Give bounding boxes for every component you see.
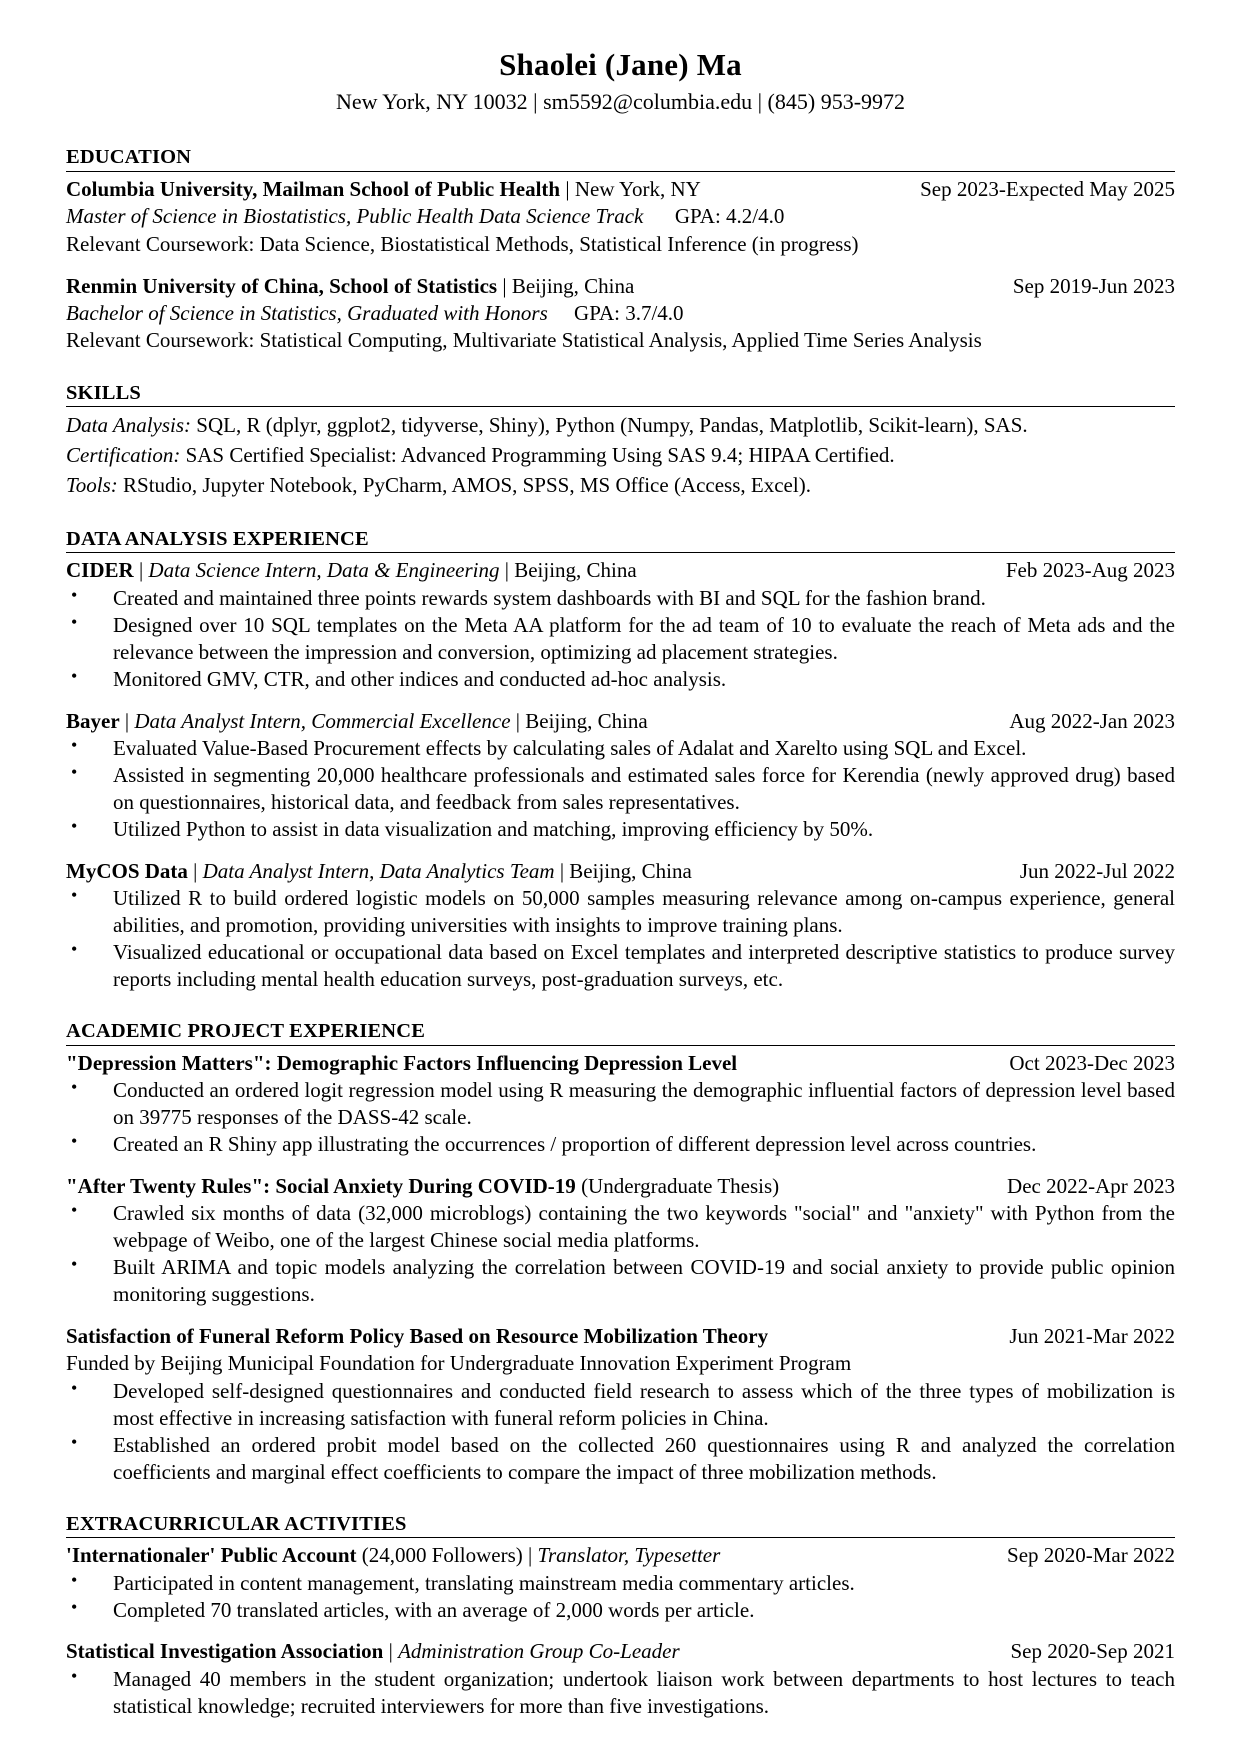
bullet-item: • Visualized educational or occupational data based on Excel templates and interpreted descriptive statistics to produce survey reports including mental health education surveys, post-graduation surveys, etc. <box>66 939 1175 993</box>
project-entry-header <box>66 1323 1175 1350</box>
bullet-item: • Utilized R to build ordered logistic models on 50,000 samples measuring relevance among on-campus experience, general abilities, and promotion, providing universities with insights to improve training plans. <box>66 885 1175 939</box>
project-date: Dec 2022-Apr 2023 <box>1007 1173 1175 1198</box>
skill-line <box>66 471 1175 501</box>
project-title: "Depression Matters": Demographic Factors Influencing Depression Level <box>66 1050 738 1075</box>
section-heading-education: EDUCATION <box>66 145 1175 172</box>
project-bullet-list <box>66 1378 1175 1486</box>
section-skills <box>66 381 1175 501</box>
education-date: Sep 2023-Expected May 2025 <box>920 176 1175 201</box>
skill-label: Tools: <box>66 472 118 497</box>
skill-value: SAS Certified Specialist: Advanced Programming Using SAS 9.4; HIPAA Certified. <box>180 443 895 468</box>
section-projects <box>66 1019 1175 1486</box>
experience-entry <box>66 858 1175 993</box>
company-name: MyCOS Data <box>66 858 188 883</box>
school-name: Renmin University of China, School of Statistics <box>66 273 498 298</box>
role-title: Translator, Typesetter <box>537 1543 721 1568</box>
separator: | <box>560 176 575 201</box>
follower-count: (24,000 Followers) <box>356 1543 523 1568</box>
project-entry-title <box>66 1050 997 1077</box>
extracurricular-bullet-list <box>66 1570 1175 1624</box>
education-entry-title <box>66 273 1001 300</box>
section-experience <box>66 527 1175 993</box>
extracurricular-entry-title <box>66 1638 999 1665</box>
school-location: Beijing, China <box>511 273 635 298</box>
bullet-item: • Evaluated Value-Based Procurement effects by calculating sales of Adalat and Xarelto using SQL and Excel. <box>66 735 1175 762</box>
education-entry-header <box>66 273 1175 300</box>
bullet-item: • Participated in content management, translating mainstream media commentary articles. <box>66 1570 1175 1597</box>
job-location: Beijing, China <box>514 558 637 583</box>
project-bullet-list <box>66 1200 1175 1308</box>
job-location: Beijing, China <box>569 858 692 883</box>
education-entry-title <box>66 176 908 203</box>
experience-date: Jun 2022-Jul 2022 <box>1019 858 1175 883</box>
extracurricular-bullet-list <box>66 1666 1175 1720</box>
role-title: Administration Group Co-Leader <box>398 1639 680 1664</box>
bullet-item: • Created an R Shiny app illustrating the occurrences / proportion of different depression level across countries. <box>66 1131 1175 1158</box>
experience-entry <box>66 557 1175 692</box>
company-name: CIDER <box>66 558 134 583</box>
project-entry <box>66 1173 1175 1308</box>
bullet-item: • Created and maintained three points rewards system dashboards with BI and SQL for the fashion brand. <box>66 585 1175 612</box>
experience-entry <box>66 708 1175 843</box>
project-date: Jun 2021-Mar 2022 <box>1009 1324 1175 1349</box>
coursework-line: Relevant Coursework: Data Science, Biostatistical Methods, Statistical Inference (in progress) <box>66 231 859 256</box>
degree-line <box>66 203 1175 230</box>
extracurricular-entry-header <box>66 1542 1175 1569</box>
experience-bullet-list <box>66 885 1175 993</box>
organization-name: 'Internationaler' Public Account <box>66 1543 357 1568</box>
separator: | <box>522 1543 538 1568</box>
coursework-line: Relevant Coursework: Statistical Computing, Multivariate Statistical Analysis, Applied Time Series Analysis <box>66 328 982 353</box>
bullet-item: • Assisted in segmenting 20,000 healthcare professionals and estimated sales force for Kerendia (newly approved drug) based on questionnaires, historical data, and feedback from sales representatives. <box>66 762 1175 816</box>
education-entry-header <box>66 176 1175 203</box>
section-heading-projects: ACADEMIC PROJECT EXPERIENCE <box>66 1019 1175 1046</box>
separator: | <box>383 1639 399 1664</box>
experience-bullet-list <box>66 735 1175 843</box>
experience-date: Aug 2022-Jan 2023 <box>1009 708 1175 733</box>
gpa-value: GPA: 3.7/4.0 <box>574 301 684 326</box>
experience-entry-title: CIDER | Data Science Intern, Data & Engineering | Beijing, China <box>66 558 637 583</box>
experience-date: Feb 2023-Aug 2023 <box>1005 558 1175 583</box>
section-heading-experience: DATA ANALYSIS EXPERIENCE <box>66 527 1175 554</box>
job-title: Data Science Intern, Data & Engineering <box>148 558 500 583</box>
gpa-value: GPA: 4.2/4.0 <box>674 204 785 229</box>
skill-line <box>66 441 1175 471</box>
resume-header <box>66 46 1175 115</box>
section-heading-extracurricular: EXTRACURRICULAR ACTIVITIES <box>66 1512 1175 1539</box>
project-bullet-list <box>66 1077 1175 1158</box>
section-education <box>66 145 1175 354</box>
experience-entry-header <box>66 557 1175 584</box>
candidate-name: Shaolei (Jane) Ma <box>499 47 742 82</box>
extracurricular-entry <box>66 1638 1175 1719</box>
bullet-item: • Established an ordered probit model based on the collected 260 questionnaires using R and analyzed the correlation coefficients and marginal effect coefficients to compare the impact of three mobilization methods. <box>66 1432 1175 1486</box>
school-name: Columbia University, Mailman School of Public Health <box>66 176 561 201</box>
extracurricular-entry <box>66 1542 1175 1623</box>
education-date: Sep 2019-Jun 2023 <box>1012 273 1175 298</box>
degree-name: Bachelor of Science in Statistics, Graduated with Honors <box>66 301 548 326</box>
degree-line <box>66 300 1175 327</box>
bullet-item: • Monitored GMV, CTR, and other indices and conducted ad-hoc analysis. <box>66 666 1175 693</box>
project-date: Oct 2023-Dec 2023 <box>1009 1050 1175 1075</box>
project-entry <box>66 1050 1175 1158</box>
project-title: Satisfaction of Funeral Reform Policy Based on Resource Mobilization Theory <box>66 1324 769 1349</box>
project-entry-title <box>66 1323 997 1350</box>
bullet-item: • Built ARIMA and topic models analyzing the correlation between COVID-19 and social anxiety to provide public opinion monitoring suggestions. <box>66 1254 1175 1308</box>
skill-value: SQL, R (dplyr, ggplot2, tidyverse, Shiny), Python (Numpy, Pandas, Matplotlib, Scikit-learn), SAS. <box>191 413 1028 438</box>
project-funding-line: Funded by Beijing Municipal Foundation for Undergraduate Innovation Experiment Program <box>66 1351 852 1376</box>
skill-value: RStudio, Jupyter Notebook, PyCharm, AMOS, SPSS, MS Office (Access, Excel). <box>117 472 811 497</box>
skill-label: Data Analysis: <box>66 413 192 438</box>
extracurricular-date: Sep 2020-Sep 2021 <box>1010 1639 1175 1664</box>
extracurricular-date: Sep 2020-Mar 2022 <box>1007 1543 1175 1568</box>
bullet-item: • Managed 40 members in the student organization; undertook liaison work between departments to host lectures to teach statistical knowledge; recruited interviewers for more than five investigations. <box>66 1666 1175 1720</box>
section-extracurricular <box>66 1512 1175 1720</box>
bullet-item: • Developed self-designed questionnaires and conducted field research to assess which of the three types of mobilization is most effective in increasing satisfaction with funeral reform policies in China. <box>66 1378 1175 1432</box>
bullet-item: • Crawled six months of data (32,000 microblogs) containing the two keywords "social" and "anxiety" with Python from the webpage of Weibo, one of the largest Chinese social media platforms. <box>66 1200 1175 1254</box>
bullet-item: • Designed over 10 SQL templates on the Meta AA platform for the ad team of 10 to evaluate the reach of Meta ads and the relevance between the impression and conversion, optimizing ad placement strategies. <box>66 612 1175 666</box>
experience-entry-title: MyCOS Data | Data Analyst Intern, Data Analytics Team | Beijing, China <box>66 858 692 883</box>
skill-line <box>66 411 1175 441</box>
extracurricular-entry-header <box>66 1638 1175 1665</box>
project-entry-header <box>66 1173 1175 1200</box>
bullet-item: • Completed 70 translated articles, with an average of 2,000 words per article. <box>66 1597 1175 1624</box>
education-entry <box>66 176 1175 258</box>
experience-entry-header <box>66 708 1175 735</box>
project-entry <box>66 1323 1175 1486</box>
project-entry-title <box>66 1173 995 1200</box>
job-title: Data Analyst Intern, Data Analytics Team <box>202 858 555 883</box>
project-title: "After Twenty Rules": Social Anxiety During COVID-19 <box>66 1173 576 1198</box>
organization-name: Statistical Investigation Association <box>66 1639 384 1664</box>
experience-entry-title: Bayer | Data Analyst Intern, Commercial Excellence | Beijing, China <box>66 708 648 733</box>
skill-label: Certification: <box>66 443 181 468</box>
separator: | <box>497 273 512 298</box>
education-entry <box>66 273 1175 355</box>
company-name: Bayer <box>66 708 120 733</box>
project-title-suffix: (Undergraduate Thesis) <box>575 1173 780 1198</box>
section-heading-skills: SKILLS <box>66 381 1175 408</box>
school-location: New York, NY <box>574 176 701 201</box>
job-title: Data Analyst Intern, Commercial Excellence <box>134 708 511 733</box>
experience-bullet-list <box>66 585 1175 693</box>
job-location: Beijing, China <box>525 708 648 733</box>
experience-entry-header <box>66 858 1175 885</box>
bullet-item: • Conducted an ordered logit regression model using R measuring the demographic influential factors of depression level based on 39775 responses of the DASS-42 scale. <box>66 1077 1175 1131</box>
project-entry-header <box>66 1050 1175 1077</box>
candidate-contact-line: New York, NY 10032 | sm5592@columbia.edu | (845) 953-9972 <box>335 88 906 114</box>
bullet-item: • Utilized Python to assist in data visualization and matching, improving efficiency by 50%. <box>66 816 1175 843</box>
extracurricular-entry-title <box>66 1542 995 1569</box>
degree-name: Master of Science in Biostatistics, Public Health Data Science Track <box>66 204 644 229</box>
